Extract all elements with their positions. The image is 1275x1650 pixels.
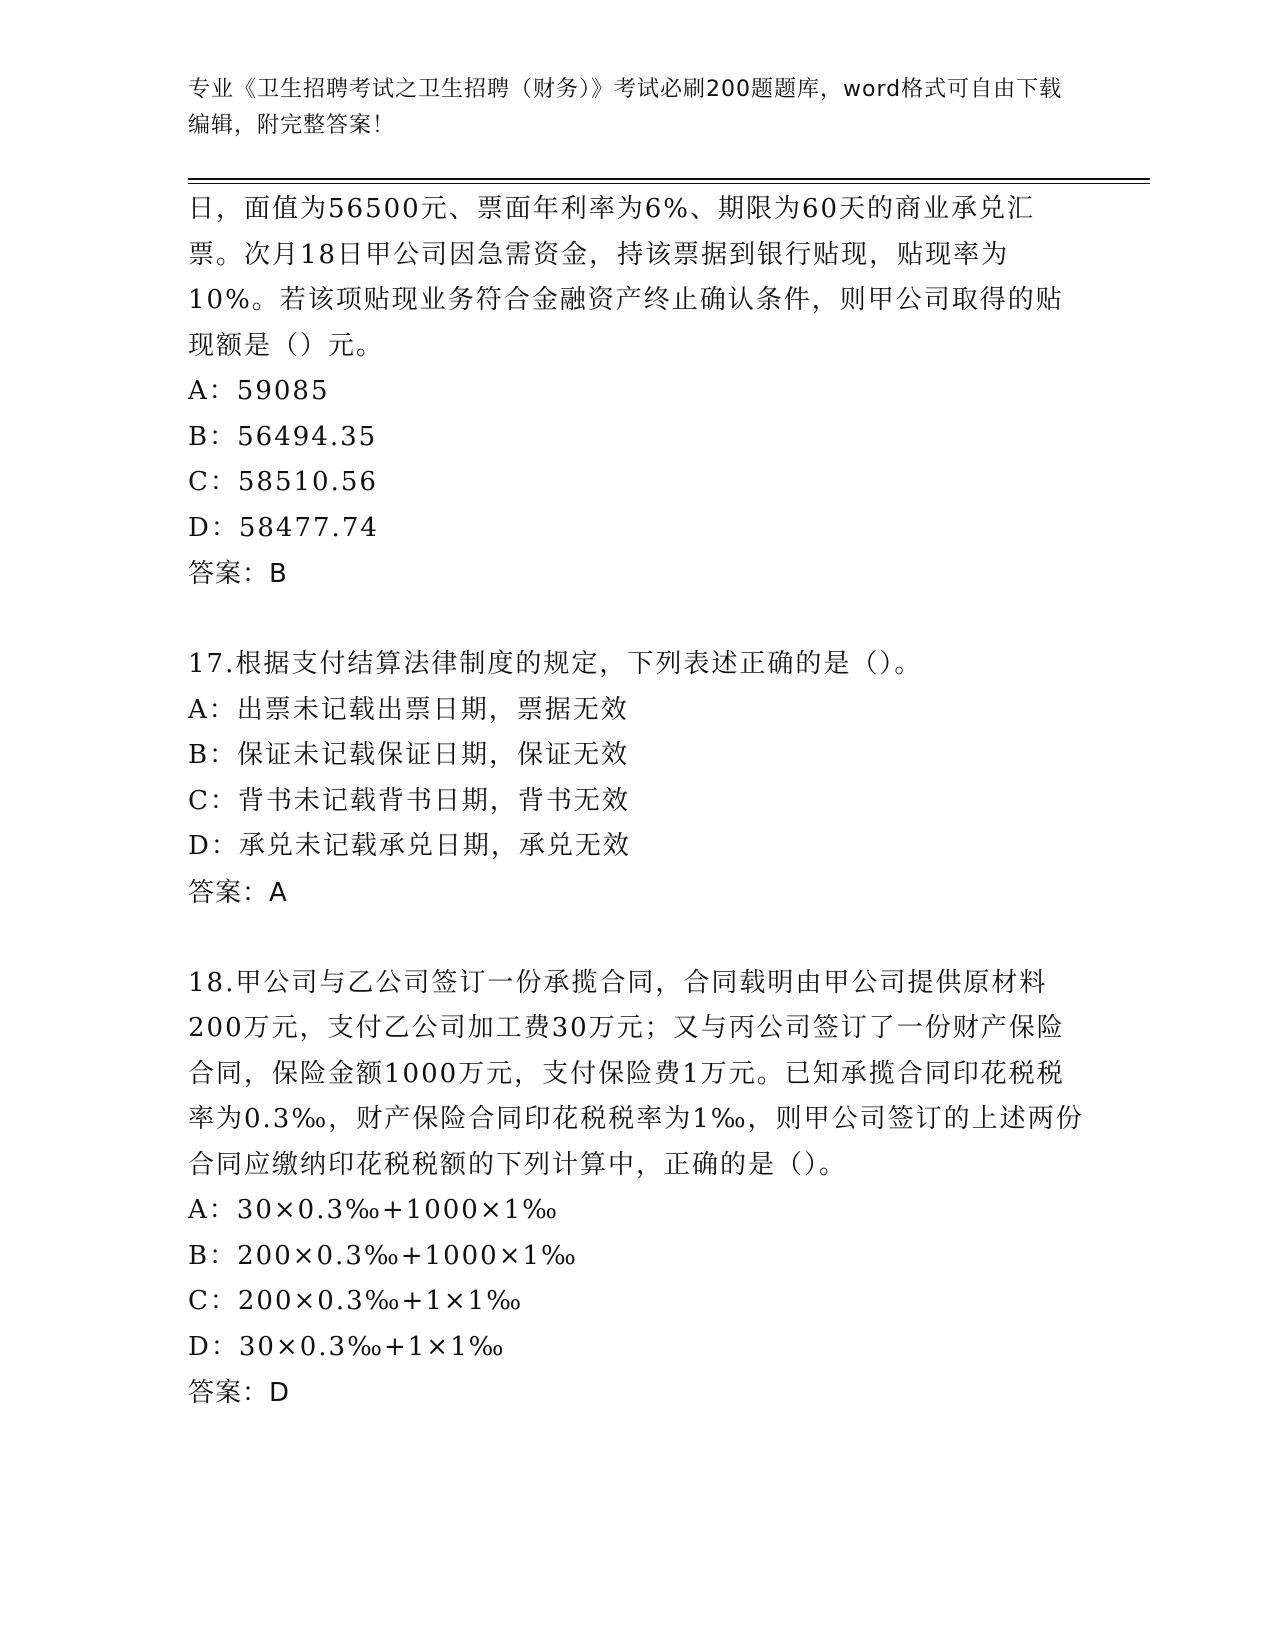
question-16-option-d: D：58477.74 xyxy=(188,512,379,543)
question-17-answer: 答案：A xyxy=(188,877,288,908)
header-divider-thin xyxy=(188,183,1150,184)
question-18-answer: 答案：D xyxy=(188,1378,291,1408)
document-header: 专业《卫生招聘考试之卫生招聘（财务）》考试必刷200题题库，word格式可自由下载编辑，附完整答案！ xyxy=(188,77,1063,138)
question-17 xyxy=(188,642,1088,916)
question-18-stem: 18.甲公司与乙公司签订一份承揽合同，合同载明由甲公司提供原材料200万元，支付乙公司加工费30万元；又与丙公司签订了一份财产保险合同，保险金额1000万元，支付保险费1万元。已知承揽合同印花税税率为0.3‰，财产保险合同印花税税率为1‰，则甲公司签订的上述两份合同应缴纳印花税税额的下列计算中，正确的是（）。 xyxy=(188,967,1084,1180)
question-18-option-b: B：200×0.3‰+1000×1‰ xyxy=(188,1240,578,1271)
spacer xyxy=(188,916,1088,961)
question-16-option-c: C：58510.56 xyxy=(188,467,378,497)
question-18-option-c: C：200×0.3‰+1×1‰ xyxy=(188,1286,524,1316)
question-18-option-d: D：30×0.3‰+1×1‰ xyxy=(188,1331,506,1362)
question-17-option-b: B：保证未记载保证日期，保证无效 xyxy=(188,740,630,770)
question-16-option-a: A：59085 xyxy=(188,376,330,406)
question-16-stem: 日，面值为56500元、票面年利率为6%、期限为60天的商业承兑汇票。次月18日甲公司因急需资金，持该票据到银行贴现，贴现率为10%。若该项贴现业务符合金融资产终止确认条件，则甲公司取得的贴现额是（）元。 xyxy=(188,194,1064,361)
question-17-option-c: C：背书未记载背书日期，背书无效 xyxy=(188,785,630,816)
question-17-stem: 17.根据支付结算法律制度的规定，下列表述正确的是（）。 xyxy=(188,649,923,679)
question-17-option-d: D：承兑未记载承兑日期，承兑无效 xyxy=(188,831,631,861)
question-16 xyxy=(188,187,1088,597)
header-divider-thick xyxy=(188,178,1150,180)
question-18-option-a: A：30×0.3‰+1000×1‰ xyxy=(188,1195,560,1225)
question-18 xyxy=(188,961,1088,1417)
question-17-option-a: A：出票未记载出票日期，票据无效 xyxy=(188,694,629,725)
question-16-option-b: B：56494.35 xyxy=(188,421,378,452)
question-16-answer: 答案：B xyxy=(188,559,288,589)
document-body xyxy=(188,187,1088,1416)
spacer xyxy=(188,597,1088,642)
